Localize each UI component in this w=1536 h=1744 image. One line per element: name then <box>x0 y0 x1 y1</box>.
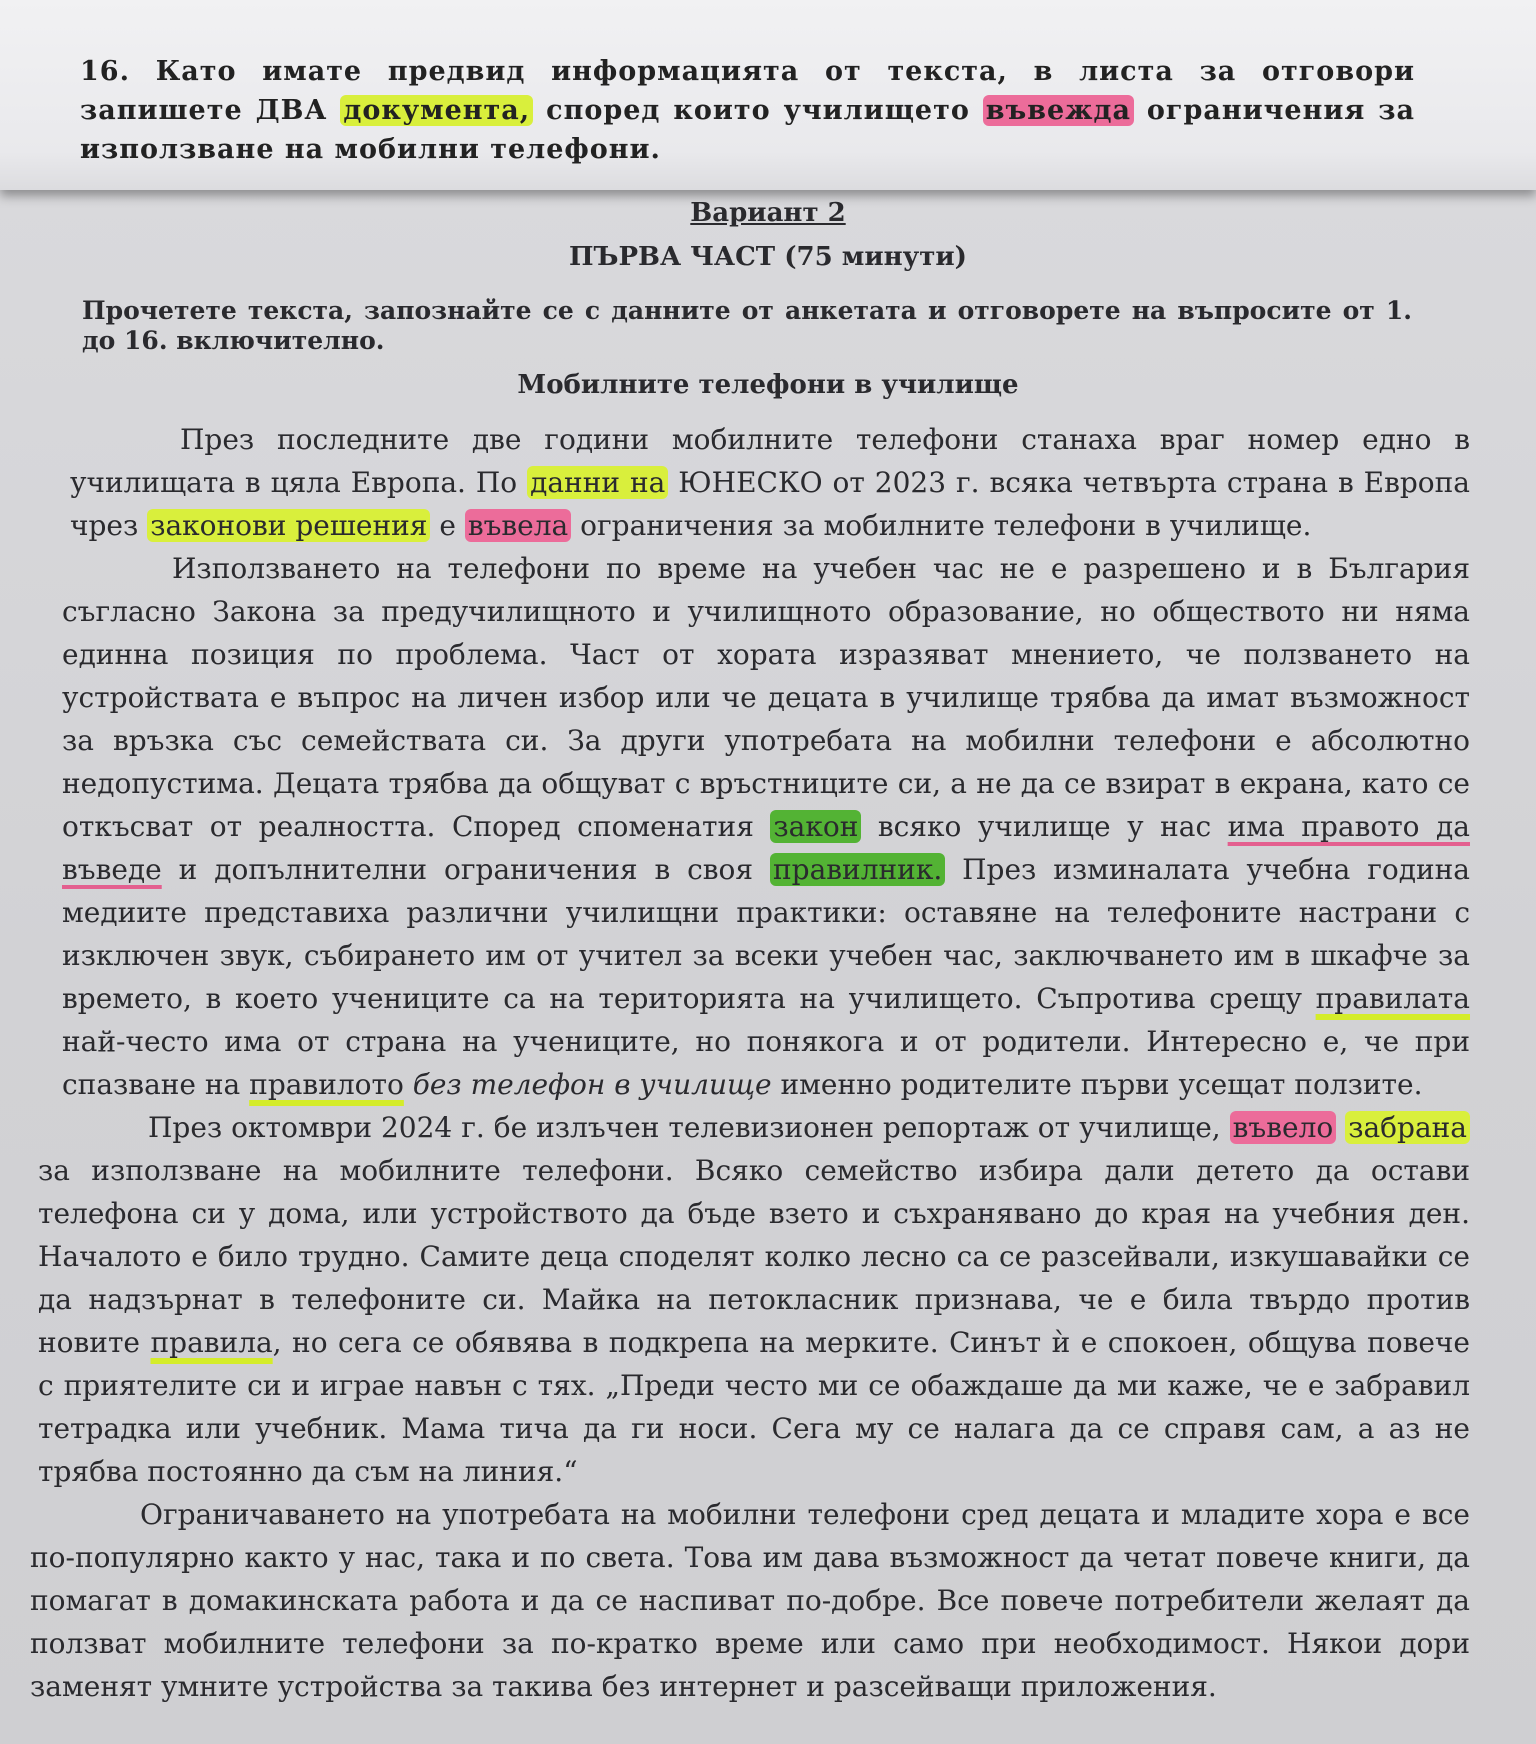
highlight-introduces: въвежда <box>983 95 1134 126</box>
article-title: Мобилните телефони в училище <box>517 370 1019 400</box>
question-text: ограничения за използване на мобилни телефони. <box>80 95 1415 165</box>
underline-rule: правилото <box>249 1068 404 1101</box>
paragraph-3 <box>30 1106 1470 1493</box>
highlight-rulebook: правилник. <box>770 853 945 886</box>
underline-rules: правилата <box>1315 982 1470 1015</box>
text-span: През октомври 2024 г. бе излъчен телевизионен репортаж от училище, <box>148 1111 1230 1144</box>
highlight-legal-decisions: законови решения <box>147 509 430 542</box>
text-span: , но сега се обявява в подкрепа на мерките. Синът ѝ е спокоен, общува повече с приятелите си и играе навън с тях. „Преди често ми се обаждаше да ми каже, че е забравил тетрадка или учебник. Мама тича да ги носи. Сега му се налага да се справя сам, а аз не трябва постоянно да съм на линия.“ <box>38 1326 1471 1488</box>
highlight-law: закон <box>770 810 861 843</box>
instructions: Прочетете текста, запознайте се с данните от анкетата и отговорете на въпросите от 1. до 16. включително. <box>82 296 1412 355</box>
highlight-documents: документа, <box>340 95 533 126</box>
paragraph-2 <box>30 547 1470 1106</box>
text-span: е <box>430 509 465 542</box>
highlight-ban: забрана <box>1345 1111 1470 1144</box>
part-heading: ПЪРВА ЧАСТ (75 минути) <box>569 242 967 272</box>
variant-heading: Вариант 2 <box>690 198 846 228</box>
highlight-data: данни на <box>527 466 668 499</box>
paragraph-1 <box>30 418 1470 547</box>
question-text: 16. Като имате предвид информацията от текста, в листа за отговори запишете ДВА <box>80 56 1415 126</box>
text-span: ограничения за мобилните телефони в училище. <box>571 509 1312 542</box>
underline-rules-2: правила <box>150 1326 273 1359</box>
text-span: Използването на телефони по време на учебен час не е разрешено и в България съгласно Закона за предучилищното и училищното образование, но обществото ни няма единна позиция по проблема. Част от хората изразяват мнението, че ползването на устройствата е въпрос на личен избор или че децата в училище трябва да имат възможност за връзка със семействата си. За други употребата на мобилни телефони е абсолютно недопустима. Децата трябва да общуват с връстниците си, а не да се взират в екрана, като се откъсват от реалността. Според споменатия <box>62 552 1470 843</box>
text-span: През последните две години мобилните телефони станаха враг номер едно в училищата в цяла Европа. По <box>70 423 1470 499</box>
text-span: най-често има от страна на учениците, но понякога и от родители. Интересно е, че при спазване на <box>62 1025 1470 1101</box>
text-span: През изминалата учебна година медиите представиха различни училищни практики: оставяне на телефоните настрани с изключен звук, събирането им от учител за всеки учебен час, заключването им в шкафче за времето, в което учениците са на територията на училището. Съпротива срещу <box>62 853 1470 1015</box>
text-span: за използване на мобилните телефони. Всяко семейство избира дали детето да остави телефона си у дома, или устройството да бъде взето и съхранявано до края на учебния ден. Началото е било трудно. Самите деца споделят колко лесно са се разсейвали, изкушавайки се да надзърнат в телефоните си. Майка на петокласник признава, че е била твърдо против новите <box>38 1154 1470 1359</box>
text-span <box>404 1068 413 1101</box>
text-span: именно родителите първи усещат ползите. <box>771 1068 1423 1101</box>
question-text: според които училището <box>533 95 983 126</box>
italic-phrase: без телефон в училище <box>412 1068 772 1101</box>
question-16 <box>80 52 1415 169</box>
article-body <box>30 418 1470 1708</box>
highlight-introduced: въвела <box>465 509 571 542</box>
paragraph-4: Ограничаването на употребата на мобилни телефони сред децата и младите хора е все по-популярно както у нас, така и по света. Това им дава възможност да четат повече книги, да помагат в домакинската работа и да се наспиват по-добре. Все повече потребители желаят да ползват мобилните телефони за по-кратко време или само при необходимост. Някои дори заменят умните устройства за такива без интернет и разсейващи приложения. <box>30 1498 1470 1703</box>
exam-page <box>0 190 1536 1744</box>
text-span: и допълнителни ограничения в своя <box>161 853 770 886</box>
question-strip <box>0 0 1536 190</box>
highlight-introduced-2: въвело <box>1230 1111 1337 1144</box>
underline-right-to-introduce: има правото да въведе <box>62 810 1470 886</box>
text-span <box>1336 1111 1345 1144</box>
text-span: ЮНЕСКО от 2023 г. всяка четвърта страна в Европа чрез <box>70 466 1470 542</box>
text-span: всяко училище у нас <box>861 810 1228 843</box>
